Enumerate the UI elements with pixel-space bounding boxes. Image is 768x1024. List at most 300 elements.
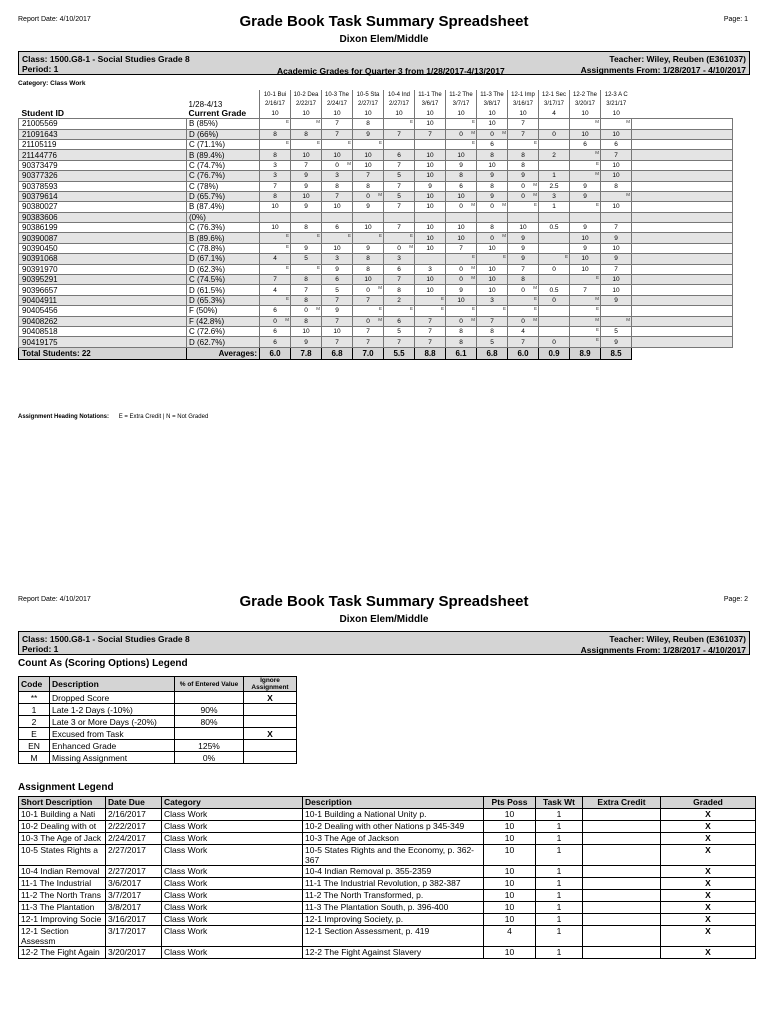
score-flag: M [533, 181, 537, 187]
score-cell: 8 [260, 191, 291, 201]
student-row [19, 181, 733, 191]
assignment-row [19, 866, 756, 878]
score-cell: 1 [539, 202, 570, 212]
score-cell [570, 337, 601, 347]
score-cell [539, 306, 570, 316]
row-pad [632, 264, 733, 274]
legend-cell: 2 [19, 716, 50, 728]
legend-cell: M [19, 752, 50, 764]
score-cell: 9 [508, 254, 539, 264]
score-cell: 10 [353, 275, 384, 285]
assignment-cell: 10 [484, 833, 536, 845]
assignment-cell: 1 [536, 902, 583, 914]
assignment-cell [583, 878, 661, 890]
student-id: 90408518 [19, 326, 187, 336]
score-cell: 6 [260, 326, 291, 336]
score-cell: 2.5 [539, 181, 570, 191]
score-flag: M [409, 243, 413, 249]
assignment-header-row [19, 797, 756, 809]
average-value: 6.8 [477, 347, 508, 359]
legend-cell: 1 [19, 704, 50, 716]
assignment-cell: X [661, 833, 756, 845]
current-grade: (0%) [187, 212, 260, 222]
score-cell: 9 [570, 191, 601, 201]
score-cell: 7 [291, 160, 322, 170]
assignment-cell: 11-1 The Industrial Revolution, p 382-387 [303, 878, 484, 890]
assignment-row [19, 845, 756, 866]
score-cell: 9 [353, 202, 384, 212]
score-cell: 9 [322, 264, 353, 274]
score-cell [415, 139, 446, 149]
score-cell [539, 316, 570, 326]
legend-row [19, 692, 297, 704]
assignment-cell: 3/6/2017 [106, 878, 162, 890]
score-cell [291, 233, 322, 243]
assignment-points: 10 [477, 109, 508, 119]
score-flag: E [533, 139, 537, 145]
score-cell [508, 139, 539, 149]
assignment-cell: Class Work [162, 926, 303, 947]
score-flag: M [502, 233, 506, 239]
score-cell: 10 [415, 150, 446, 160]
assignment-header: Date Due [106, 797, 162, 809]
score-cell [539, 275, 570, 285]
score-cell: 9 [601, 295, 632, 305]
student-id: 90386199 [19, 223, 187, 233]
score-cell [508, 316, 539, 326]
score-cell: 10 [477, 119, 508, 129]
assignment-cell: 1 [536, 833, 583, 845]
score-flag: E [595, 306, 599, 312]
assignment-header: Extra Credit [583, 797, 661, 809]
legend-header: % of Entered Value [175, 677, 244, 692]
score-cell [446, 202, 477, 212]
score-cell: 7 [322, 337, 353, 347]
score-cell [353, 139, 384, 149]
score-cell: 10 [291, 150, 322, 160]
assignment-cell: 10-4 Indian Removal p. 355-2359 [303, 866, 484, 878]
score-cell: 9 [508, 233, 539, 243]
class-info-band [18, 631, 750, 655]
assignment-date: 3/8/17 [477, 99, 508, 108]
score-cell [477, 129, 508, 139]
student-row [19, 243, 733, 253]
student-row [19, 160, 733, 170]
score-flag: M [471, 316, 475, 322]
score-flag: M [316, 119, 320, 125]
score-cell [415, 306, 446, 316]
score-cell: 7 [353, 337, 384, 347]
score-cell [415, 254, 446, 264]
legend-cell [244, 704, 297, 716]
teacher-line: Teacher: Wiley, Reuben (E361037) [609, 54, 746, 64]
student-id: 90380027 [19, 202, 187, 212]
assignment-cell [583, 947, 661, 959]
score-cell: 8 [291, 316, 322, 326]
score-cell: 7 [322, 316, 353, 326]
score-cell: 10 [291, 191, 322, 201]
assignment-header: Category [162, 797, 303, 809]
assignment-cell: 11-3 The Plantation South, p. 396-400 [303, 902, 484, 914]
score-cell [260, 212, 291, 222]
score-flag: M [595, 150, 599, 156]
assignment-points: 10 [446, 109, 477, 119]
score-cell: 10 [446, 295, 477, 305]
score-cell: 9 [570, 223, 601, 233]
page-number: Page: 1 [723, 16, 748, 23]
score-value: 0 [459, 317, 463, 325]
score-cell: 9 [446, 160, 477, 170]
score-flag: E [378, 233, 382, 239]
score-cell: 7 [508, 337, 539, 347]
score-flag: E [285, 139, 289, 145]
student-row [19, 202, 733, 212]
current-grade: D (62.3%) [187, 264, 260, 274]
score-cell: 7 [601, 223, 632, 233]
assignment-cell: 1 [536, 878, 583, 890]
row-pad [632, 337, 733, 347]
assignment-date: 2/24/17 [322, 99, 353, 108]
assignment-name: 12-1 Imp [508, 90, 539, 99]
assignment-header: Description [303, 797, 484, 809]
score-flag: E [316, 264, 320, 270]
assignment-points: 10 [570, 109, 601, 119]
score-cell [353, 212, 384, 222]
period-line: Period: 1 [22, 64, 59, 74]
score-cell: 10 [322, 243, 353, 253]
legend-cell: 80% [175, 716, 244, 728]
score-cell [601, 316, 632, 326]
score-cell: 9 [353, 129, 384, 139]
assignment-cell: 10 [484, 878, 536, 890]
score-value: 0 [521, 182, 525, 190]
score-cell: 10 [601, 275, 632, 285]
score-value: 0 [366, 317, 370, 325]
score-cell: 7 [601, 150, 632, 160]
report-date: Report Date: 4/10/2017 [18, 596, 91, 603]
score-cell: 0.5 [539, 285, 570, 295]
report-title: Grade Book Task Summary Spreadsheet [239, 13, 529, 30]
score-cell: 7 [260, 181, 291, 191]
score-cell: 9 [291, 202, 322, 212]
assignment-date: 2/27/17 [353, 99, 384, 108]
score-cell [446, 119, 477, 129]
score-cell: 5 [384, 191, 415, 201]
assignment-header: Short Description [19, 797, 106, 809]
score-cell: 5 [322, 285, 353, 295]
legend-row [19, 704, 297, 716]
score-cell: 10 [570, 233, 601, 243]
assignment-cell: 10-5 States Rights a [19, 845, 106, 866]
score-cell [291, 212, 322, 222]
score-cell: 8 [477, 326, 508, 336]
row-pad [632, 295, 733, 305]
assignment-points: 10 [601, 109, 632, 119]
score-flag: M [347, 160, 351, 166]
assignment-points: 4 [539, 109, 570, 119]
scoring-legend-title: Count As (Scoring Options) Legend [18, 658, 188, 669]
assignment-cell [583, 914, 661, 926]
current-grade: D (65.3%) [187, 295, 260, 305]
legend-row [19, 728, 297, 740]
score-cell: 8 [446, 326, 477, 336]
score-cell: 10 [477, 264, 508, 274]
assignment-cell [583, 845, 661, 866]
score-cell [601, 306, 632, 316]
score-cell: 10 [570, 129, 601, 139]
score-cell: 7 [384, 275, 415, 285]
score-flag: E [285, 295, 289, 301]
score-cell: 8 [322, 181, 353, 191]
score-cell: 7 [291, 285, 322, 295]
assignment-header: Graded [661, 797, 756, 809]
score-cell [508, 295, 539, 305]
assignment-cell: 2/22/2017 [106, 821, 162, 833]
score-cell: 1 [539, 171, 570, 181]
assignment-name: 11-1 The [415, 90, 446, 99]
score-flag: E [502, 254, 506, 260]
score-cell: 9 [477, 191, 508, 201]
score-cell: 4 [260, 285, 291, 295]
score-cell: 8 [291, 275, 322, 285]
score-cell [477, 306, 508, 316]
score-cell: 9 [570, 181, 601, 191]
legend-cell: ** [19, 692, 50, 704]
score-cell: 7 [322, 295, 353, 305]
score-value: 0 [459, 265, 463, 273]
score-cell [570, 202, 601, 212]
score-cell: 10 [415, 223, 446, 233]
score-flag: E [471, 254, 475, 260]
score-cell: 8 [353, 264, 384, 274]
score-flag: E [316, 233, 320, 239]
average-value: 6.0 [260, 347, 291, 359]
student-id: 90419175 [19, 337, 187, 347]
score-cell: 8 [508, 160, 539, 170]
score-cell: 7 [415, 129, 446, 139]
assignment-name: 10-2 Dea [291, 90, 322, 99]
score-flag: M [595, 119, 599, 125]
row-pad [632, 150, 733, 160]
assignment-cell: 10 [484, 902, 536, 914]
assignment-cell [583, 866, 661, 878]
category-label: Category: Class Work [18, 80, 86, 87]
score-cell: 10 [322, 150, 353, 160]
school-name: Dixon Elem/Middle [339, 614, 429, 625]
score-cell: 6 [260, 306, 291, 316]
score-cell: 9 [291, 337, 322, 347]
grid-header-points [19, 109, 733, 119]
score-cell: 2 [539, 150, 570, 160]
score-flag: M [285, 316, 289, 322]
score-cell: 6 [601, 139, 632, 149]
score-cell: 10 [291, 326, 322, 336]
score-cell: 5 [601, 326, 632, 336]
assignment-cell: Class Work [162, 845, 303, 866]
score-cell [570, 119, 601, 129]
assignment-name: 12-3 A C [601, 90, 632, 99]
score-flag: E [347, 233, 351, 239]
assignment-cell: Class Work [162, 809, 303, 821]
score-cell [508, 285, 539, 295]
score-cell: 10 [415, 275, 446, 285]
assignment-cell: 12-2 The Fight Again [19, 947, 106, 959]
score-cell: 10 [415, 285, 446, 295]
current-grade: B (85%) [187, 119, 260, 129]
assignments-from: Assignments From: 1/28/2017 - 4/10/2017 [580, 65, 746, 75]
score-cell: 8 [260, 150, 291, 160]
assignment-date: 3/20/17 [570, 99, 601, 108]
average-value: 7.0 [353, 347, 384, 359]
header-spacer [19, 90, 187, 99]
assignment-date: 3/6/17 [415, 99, 446, 108]
score-flag: M [533, 316, 537, 322]
score-cell: 9 [508, 171, 539, 181]
score-cell [291, 139, 322, 149]
score-value: 0 [490, 203, 494, 211]
score-cell: 0.5 [539, 223, 570, 233]
score-cell: 6 [260, 337, 291, 347]
student-id-header: Student ID [19, 109, 187, 119]
score-cell: 9 [446, 285, 477, 295]
score-cell: 10 [601, 243, 632, 253]
score-cell [539, 160, 570, 170]
assignment-cell: 11-3 The Plantation [19, 902, 106, 914]
score-cell [260, 295, 291, 305]
score-flag: E [595, 326, 599, 332]
score-cell: 10 [477, 275, 508, 285]
student-id: 90405456 [19, 306, 187, 316]
score-flag: E [533, 295, 537, 301]
score-cell: 6 [384, 150, 415, 160]
student-row [19, 119, 733, 129]
score-cell: 7 [508, 119, 539, 129]
legend-header: Code [19, 677, 50, 692]
score-cell: 10 [570, 264, 601, 274]
score-flag: M [533, 285, 537, 291]
score-cell: 8 [477, 181, 508, 191]
score-cell: 7 [415, 326, 446, 336]
score-flag: M [626, 316, 630, 322]
score-flag: E [533, 306, 537, 312]
assignment-cell: 10 [484, 890, 536, 902]
score-cell: 10 [415, 202, 446, 212]
assignment-legend-table [18, 796, 756, 959]
assignment-row [19, 821, 756, 833]
score-cell [446, 139, 477, 149]
student-row [19, 129, 733, 139]
score-value: 0 [397, 245, 401, 253]
score-cell: 10 [260, 223, 291, 233]
student-row [19, 139, 733, 149]
score-cell [415, 295, 446, 305]
legend-cell: Missing Assignment [50, 752, 175, 764]
score-cell: 10 [446, 223, 477, 233]
average-value: 0.9 [539, 347, 570, 359]
score-cell [353, 233, 384, 243]
assignment-cell: Class Work [162, 878, 303, 890]
assignment-name: 10-5 Sta [353, 90, 384, 99]
score-cell: 4 [508, 326, 539, 336]
score-cell [570, 171, 601, 181]
assignment-cell: 3/20/2017 [106, 947, 162, 959]
score-cell [446, 212, 477, 222]
assignment-cell: Class Work [162, 890, 303, 902]
totals-row [19, 347, 733, 359]
current-grade: C (74.7%) [187, 160, 260, 170]
assignment-row [19, 890, 756, 902]
score-value: 0 [366, 193, 370, 201]
legend-cell: Dropped Score [50, 692, 175, 704]
score-cell: 10 [415, 191, 446, 201]
score-cell [539, 254, 570, 264]
assignment-cell: X [661, 914, 756, 926]
assignment-cell: 2/16/2017 [106, 809, 162, 821]
average-value: 8.5 [601, 347, 632, 359]
class-line: Class: 1500.G8-1 - Social Studies Grade 8 [22, 54, 190, 64]
average-value: 8.9 [570, 347, 601, 359]
score-flag: E [471, 306, 475, 312]
score-cell: 7 [384, 202, 415, 212]
score-cell [477, 212, 508, 222]
current-grade: B (89.6%) [187, 233, 260, 243]
legend-cell [244, 740, 297, 752]
score-cell: 5 [291, 254, 322, 264]
current-grade: C (78%) [187, 181, 260, 191]
assignment-cell: 11-1 The Industrial [19, 878, 106, 890]
score-flag: M [595, 316, 599, 322]
assignment-cell: 10-1 Building a National Unity p. [303, 809, 484, 821]
assignment-cell: 10-3 The Age of Jack [19, 833, 106, 845]
score-cell [384, 139, 415, 149]
score-cell: 8 [353, 254, 384, 264]
assignment-cell: 2/27/2017 [106, 845, 162, 866]
score-cell: 8 [477, 223, 508, 233]
score-cell: 10 [601, 202, 632, 212]
legend-row [19, 716, 297, 728]
score-cell: 8 [384, 285, 415, 295]
assignment-cell: 1 [536, 926, 583, 947]
score-cell [260, 243, 291, 253]
score-cell: 10 [601, 171, 632, 181]
score-cell: 7 [322, 119, 353, 129]
student-id: 90395291 [19, 275, 187, 285]
score-flag: E [378, 306, 382, 312]
student-id: 90379614 [19, 191, 187, 201]
score-flag: M [502, 129, 506, 135]
grid-header-dates [19, 99, 733, 108]
score-cell [570, 150, 601, 160]
assignment-cell: 12-1 Improving Society, p. [303, 914, 484, 926]
assignment-name: 10-1 Bui [260, 90, 291, 99]
student-id: 21091643 [19, 129, 187, 139]
score-cell: 6 [477, 139, 508, 149]
score-value: 0 [335, 161, 339, 169]
score-cell: 7 [601, 264, 632, 274]
current-grade: D (61.5%) [187, 285, 260, 295]
assignment-cell: 12-1 Section Assessment, p. 419 [303, 926, 484, 947]
student-row [19, 275, 733, 285]
score-cell: 7 [353, 326, 384, 336]
assignment-cell: 3/7/2017 [106, 890, 162, 902]
score-value: 0 [490, 130, 494, 138]
score-cell: 9 [477, 171, 508, 181]
score-cell: 8 [260, 129, 291, 139]
assignment-cell: Class Work [162, 914, 303, 926]
score-cell [570, 306, 601, 316]
assignment-row [19, 926, 756, 947]
score-cell [570, 212, 601, 222]
